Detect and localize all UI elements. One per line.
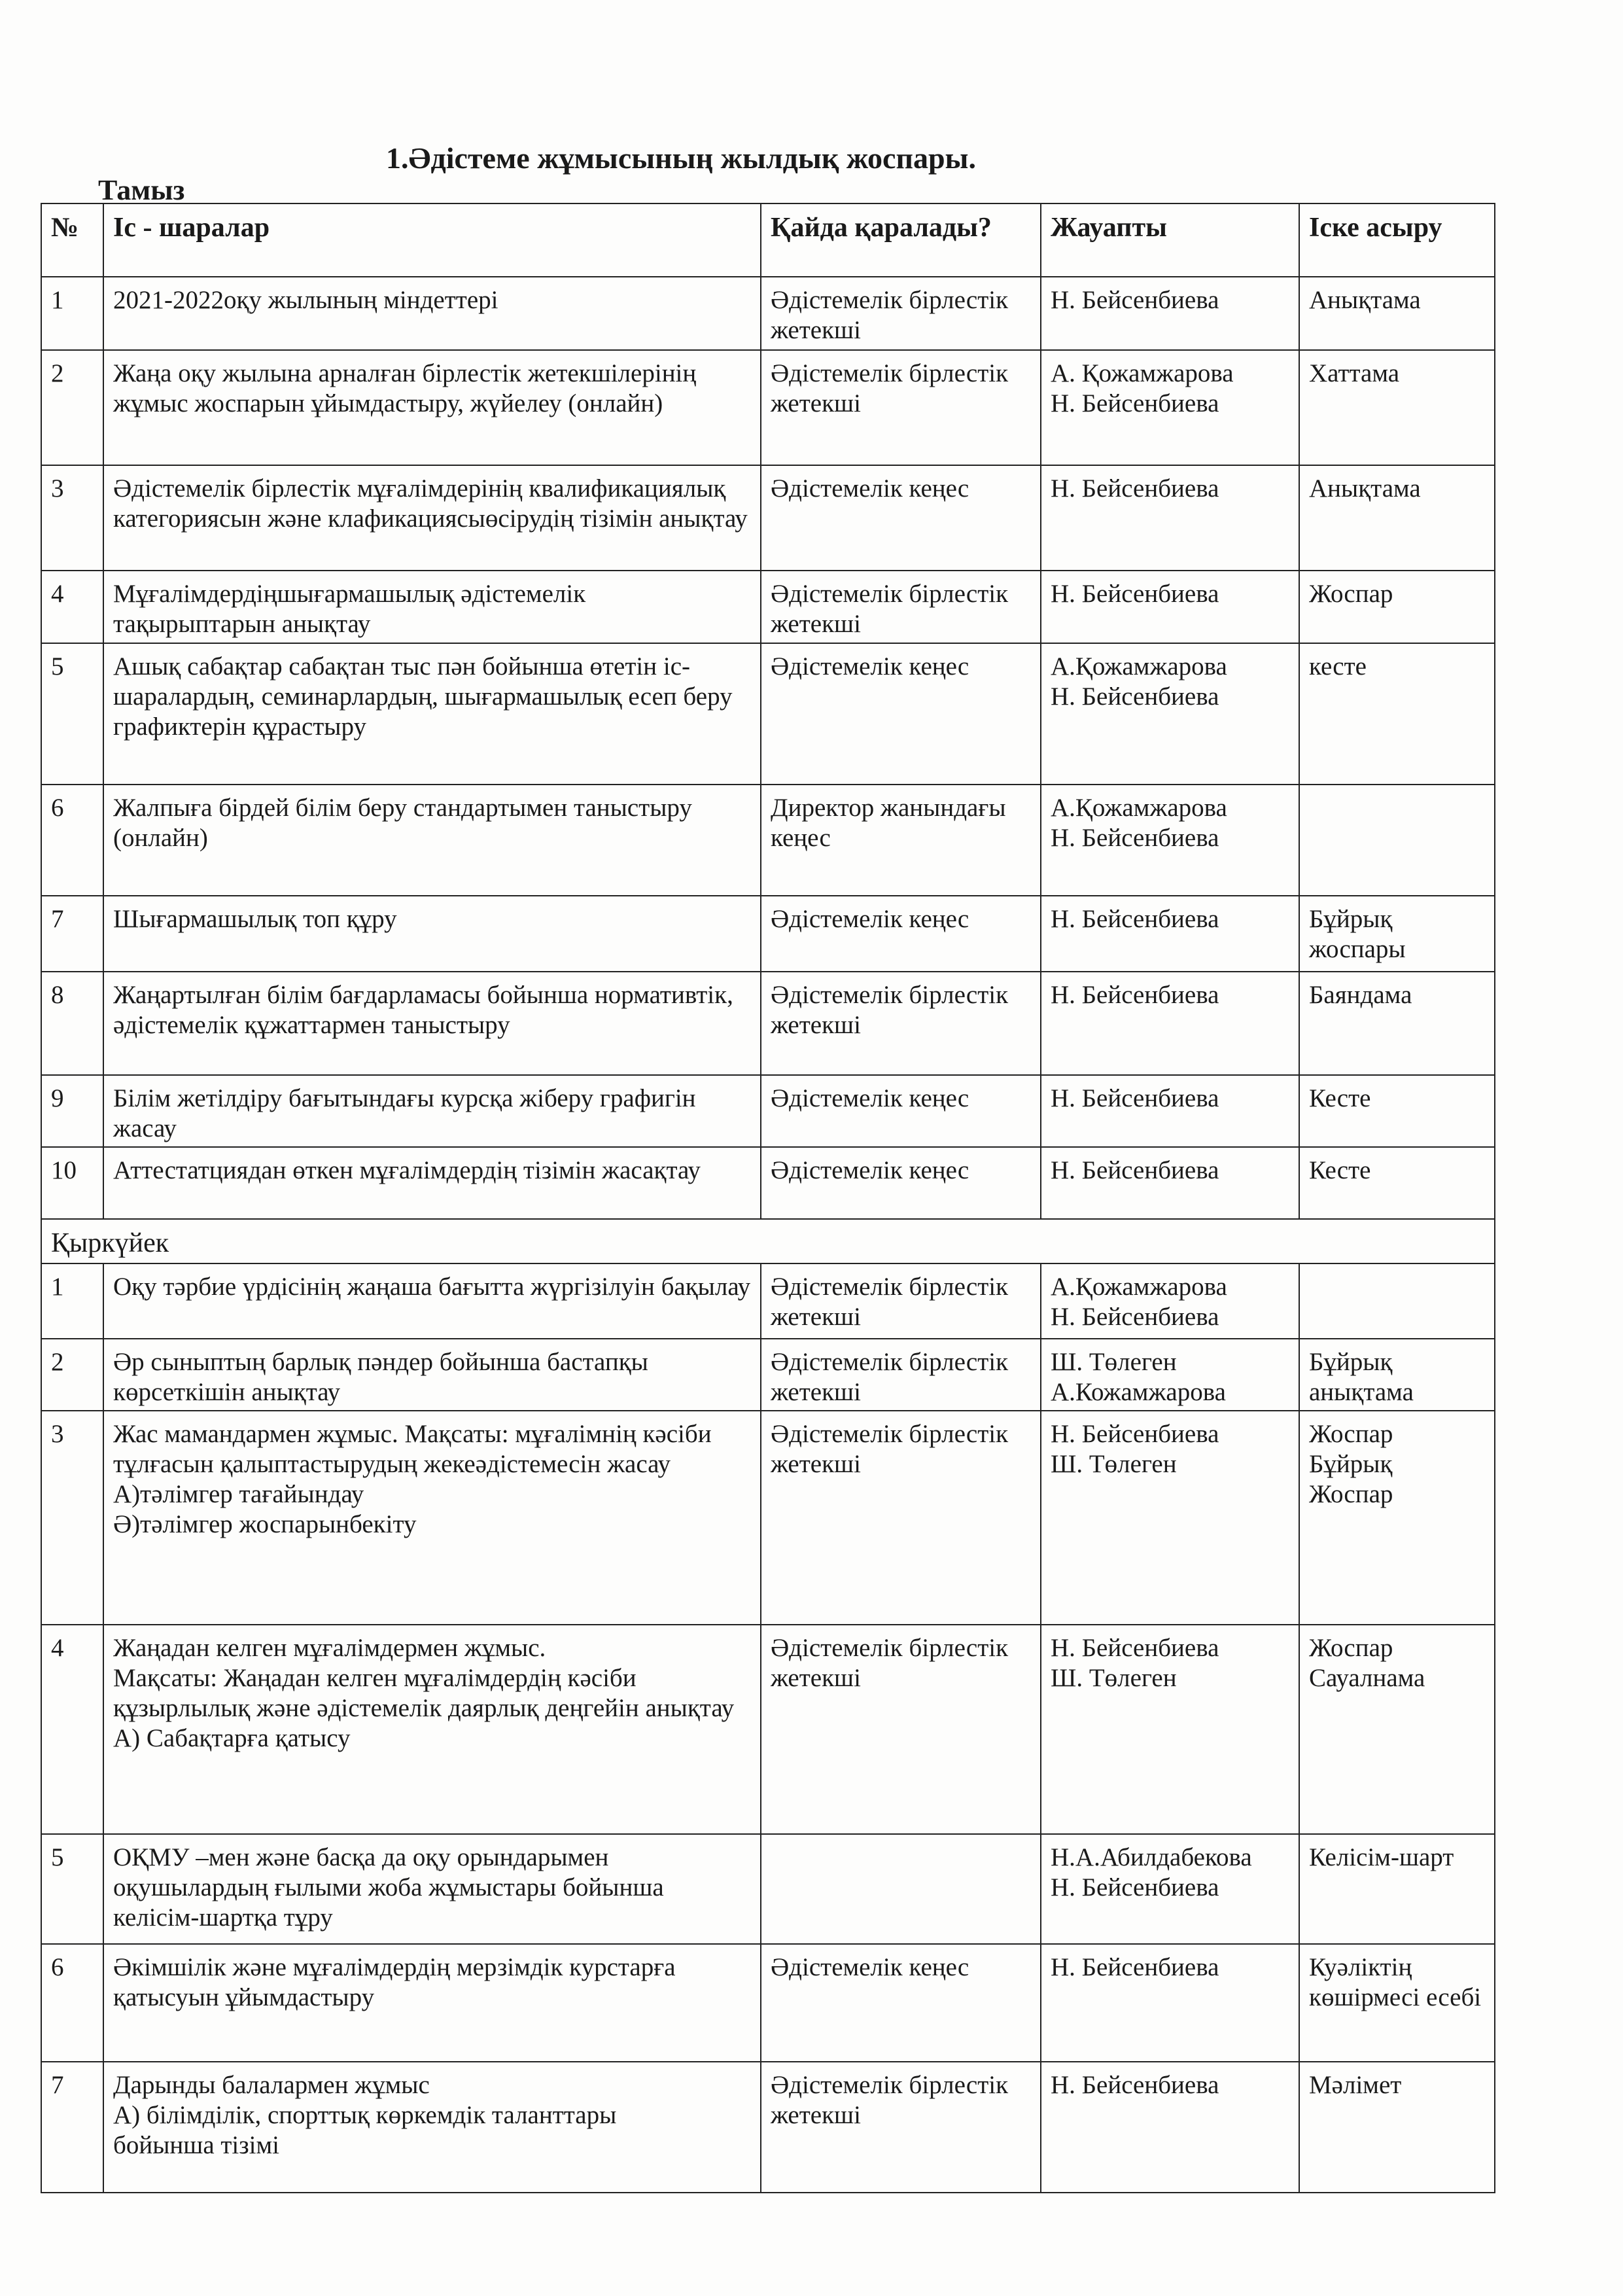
cell-responsible: Н. Бейсенбиева xyxy=(1041,1944,1299,2062)
cell-implementation: Мәлімет xyxy=(1299,2062,1495,2193)
cell-implementation xyxy=(1299,785,1495,896)
cell-where: Әдістемелік бірлестік жетекші xyxy=(761,972,1041,1075)
table-row xyxy=(41,1339,1495,1411)
cell-num: 6 xyxy=(41,785,103,896)
cell-implementation: Хаттама xyxy=(1299,350,1495,465)
cell-where: Әдістемелік бірлестік жетекші xyxy=(761,1411,1041,1625)
cell-num: 9 xyxy=(41,1075,103,1147)
header-responsible: Жауапты xyxy=(1041,203,1299,277)
cell-where: Әдістемелік бірлестік жетекші xyxy=(761,1339,1041,1411)
month-label-august: Тамыз xyxy=(98,174,185,206)
cell-implementation: Бұйрық жоспары xyxy=(1299,896,1495,972)
cell-where: Әдістемелік бірлестік жетекші xyxy=(761,571,1041,643)
cell-responsible: А.Қожамжарова Н. Бейсенбиева xyxy=(1041,785,1299,896)
cell-where: Әдістемелік бірлестік жетекші xyxy=(761,277,1041,350)
table-row xyxy=(41,1834,1495,1944)
header-where: Қайда қаралады? xyxy=(761,203,1041,277)
cell-num: 1 xyxy=(41,277,103,350)
cell-implementation: Кесте xyxy=(1299,1147,1495,1219)
cell-where: Әдістемелік кеңес xyxy=(761,896,1041,972)
cell-where: Әдістемелік кеңес xyxy=(761,1147,1041,1219)
table-row xyxy=(41,350,1495,465)
cell-responsible: Н. Бейсенбиева xyxy=(1041,465,1299,571)
cell-event: Жас мамандармен жұмыс. Мақсаты: мұғалімнің кәсіби тұлғасын қалыптастырудың жекеәдістемесін жасау А)тәлімгер тағайындау Ә)тәлімгер жоспарынбекіту xyxy=(103,1411,761,1625)
table-row xyxy=(41,465,1495,571)
cell-where: Директор жанындағы кеңес xyxy=(761,785,1041,896)
table-row xyxy=(41,1263,1495,1339)
cell-responsible: А.Қожамжарова Н. Бейсенбиева xyxy=(1041,1263,1299,1339)
cell-where: Әдістемелік бірлестік жетекші xyxy=(761,1625,1041,1834)
cell-num: 1 xyxy=(41,1263,103,1339)
cell-responsible: А.Қожамжарова Н. Бейсенбиева xyxy=(1041,643,1299,785)
cell-implementation: Келісім-шарт xyxy=(1299,1834,1495,1944)
table-row xyxy=(41,643,1495,785)
table-row xyxy=(41,2062,1495,2193)
cell-event: Білім жетілдіру бағытындағы курсқа жіберу графигін жасау xyxy=(103,1075,761,1147)
cell-responsible: Н. Бейсенбиева Ш. Төлеген xyxy=(1041,1625,1299,1834)
cell-responsible: Н. Бейсенбиева xyxy=(1041,2062,1299,2193)
cell-implementation: Куәліктің көшірмесі есебі xyxy=(1299,1944,1495,2062)
cell-implementation: Жоспар xyxy=(1299,571,1495,643)
cell-responsible: Н. Бейсенбиева Ш. Төлеген xyxy=(1041,1411,1299,1625)
cell-responsible: Ш. Төлеген А.Кожамжарова xyxy=(1041,1339,1299,1411)
cell-implementation: Жоспар Сауалнама xyxy=(1299,1625,1495,1834)
cell-event: Жаңа оқу жылына арналған бірлестік жетекшілерінің жұмыс жоспарын ұйымдастыру, жүйелеу (онлайн) xyxy=(103,350,761,465)
cell-num: 2 xyxy=(41,1339,103,1411)
cell-where: Әдістемелік кеңес xyxy=(761,465,1041,571)
cell-where: Әдістемелік кеңес xyxy=(761,1944,1041,2062)
cell-event: Жаңадан келген мұғалімдермен жұмыс. Мақсаты: Жаңадан келген мұғалімдердің кәсіби құзырлылық және әдістемелік даярлық деңгейін анықтау А) Сабақтарға қатысу xyxy=(103,1625,761,1834)
cell-implementation: Жоспар Бұйрық Жоспар xyxy=(1299,1411,1495,1625)
cell-event: Ашық сабақтар сабақтан тыс пән бойынша өтетін іс-шаралардың, семинарлардың, шығармашылық есеп беру графиктерін құрастыру xyxy=(103,643,761,785)
cell-event: ОҚМУ –мен және басқа да оқу орындарымен оқушылардың ғылыми жоба жұмыстары бойынша келісім-шартқа тұру xyxy=(103,1834,761,1944)
header-events: Іс - шаралар xyxy=(103,203,761,277)
cell-event: Шығармашылық топ құру xyxy=(103,896,761,972)
month-row-september xyxy=(41,1219,1495,1263)
cell-event: Аттестатциядан өткен мұғалімдердің тізімін жасақтау xyxy=(103,1147,761,1219)
header-num: № xyxy=(41,203,103,277)
table-row xyxy=(41,785,1495,896)
cell-where xyxy=(761,1834,1041,1944)
cell-event: Оқу тәрбие үрдісінің жаңаша бағытта жүргізілуін бақылау xyxy=(103,1263,761,1339)
table-row xyxy=(41,896,1495,972)
annual-plan-table xyxy=(41,203,1495,2193)
cell-implementation: Бұйрық анықтама xyxy=(1299,1339,1495,1411)
cell-num: 10 xyxy=(41,1147,103,1219)
cell-event: Әдістемелік бірлестік мұғалімдерінің квалификациялық категориясын және клафикациясыөсірудің тізімін анықтау xyxy=(103,465,761,571)
cell-num: 2 xyxy=(41,350,103,465)
cell-implementation xyxy=(1299,1263,1495,1339)
cell-responsible: Н. Бейсенбиева xyxy=(1041,896,1299,972)
cell-responsible: А. Қожамжарова Н. Бейсенбиева xyxy=(1041,350,1299,465)
cell-num: 4 xyxy=(41,1625,103,1834)
cell-num: 3 xyxy=(41,465,103,571)
cell-num: 3 xyxy=(41,1411,103,1625)
cell-num: 6 xyxy=(41,1944,103,2062)
table-row xyxy=(41,1411,1495,1625)
cell-event: Жалпыға бірдей білім беру стандартымен таныстыру (онлайн) xyxy=(103,785,761,896)
cell-implementation: Анықтама xyxy=(1299,277,1495,350)
table-row xyxy=(41,571,1495,643)
cell-num: 7 xyxy=(41,896,103,972)
table-row xyxy=(41,1147,1495,1219)
cell-responsible: Н. Бейсенбиева xyxy=(1041,1147,1299,1219)
cell-num: 7 xyxy=(41,2062,103,2193)
cell-where: Әдістемелік бірлестік жетекші xyxy=(761,350,1041,465)
page-title: 1.Әдістеме жұмысының жылдық жоспары. xyxy=(386,141,976,175)
cell-event: 2021-2022оқу жылының міндеттері xyxy=(103,277,761,350)
cell-event: Әкімшілік және мұғалімдердің мерзімдік курстарға қатысуын ұйымдастыру xyxy=(103,1944,761,2062)
table-row xyxy=(41,972,1495,1075)
cell-num: 4 xyxy=(41,571,103,643)
table-row xyxy=(41,1075,1495,1147)
cell-responsible: Н.А.Абилдабекова Н. Бейсенбиева xyxy=(1041,1834,1299,1944)
cell-responsible: Н. Бейсенбиева xyxy=(1041,277,1299,350)
cell-implementation: Анықтама xyxy=(1299,465,1495,571)
header-implementation: Іске асыру xyxy=(1299,203,1495,277)
cell-event: Әр сыныптың барлық пәндер бойынша бастапқы көрсеткішін анықтау xyxy=(103,1339,761,1411)
cell-implementation: Баяндама xyxy=(1299,972,1495,1075)
table-row xyxy=(41,277,1495,350)
table-row xyxy=(41,1944,1495,2062)
cell-event: Жаңартылған білім бағдарламасы бойынша нормативтік, әдістемелік құжаттармен таныстыру xyxy=(103,972,761,1075)
cell-num: 5 xyxy=(41,643,103,785)
cell-responsible: Н. Бейсенбиева xyxy=(1041,1075,1299,1147)
cell-where: Әдістемелік бірлестік жетекші xyxy=(761,2062,1041,2193)
cell-where: Әдістемелік кеңес xyxy=(761,643,1041,785)
month-label-september: Қыркүйек xyxy=(41,1219,1495,1263)
cell-where: Әдістемелік кеңес xyxy=(761,1075,1041,1147)
table-header-row xyxy=(41,203,1495,277)
cell-num: 5 xyxy=(41,1834,103,1944)
cell-implementation: кесте xyxy=(1299,643,1495,785)
cell-implementation: Кесте xyxy=(1299,1075,1495,1147)
table-row xyxy=(41,1625,1495,1834)
cell-where: Әдістемелік бірлестік жетекші xyxy=(761,1263,1041,1339)
cell-event: Мұғалімдердіңшығармашылық әдістемелік тақырыптарын анықтау xyxy=(103,571,761,643)
cell-responsible: Н. Бейсенбиева xyxy=(1041,571,1299,643)
cell-event: Дарынды балалармен жұмыс А) білімділік, спорттық көркемдік таланттары бойынша тізімі xyxy=(103,2062,761,2193)
cell-responsible: Н. Бейсенбиева xyxy=(1041,972,1299,1075)
cell-num: 8 xyxy=(41,972,103,1075)
